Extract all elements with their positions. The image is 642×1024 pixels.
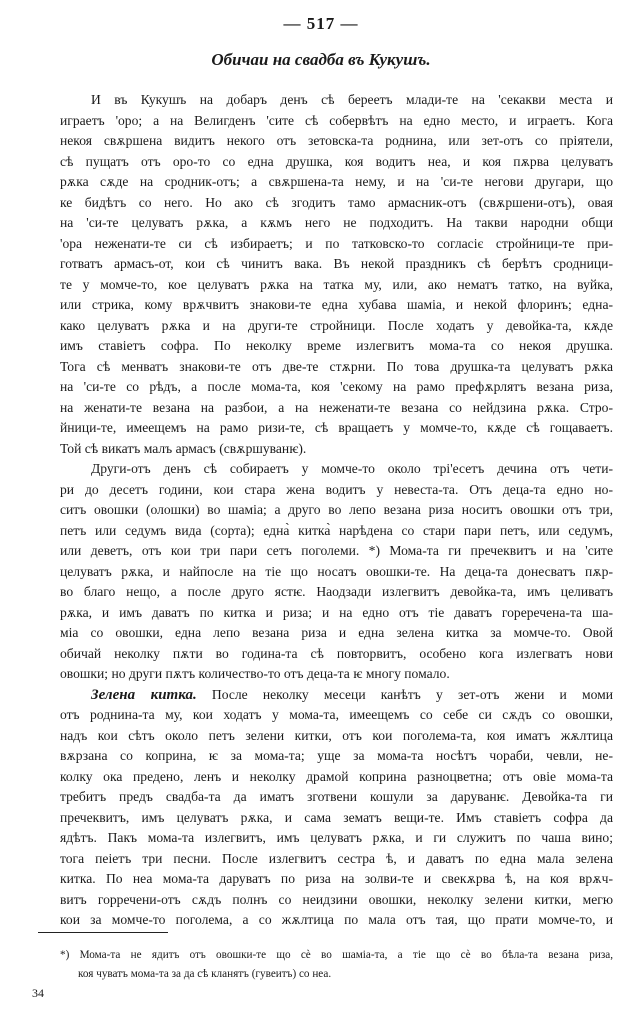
text-line-content: йници-те, имеещемъ на рамо ризи-те, сѣ вращаетъ у момче-то, кѫде сѣ гощаваетъ.: [60, 420, 613, 435]
text-line-content: 'ора неженати-те си сѣ избираетъ; и по татковско-то согласіє стройници-те при-: [60, 235, 613, 251]
text-line: [60, 562, 613, 583]
text-line: [60, 480, 613, 501]
text-line: [60, 500, 613, 521]
text-line-content: китка. По неа мома-та даруватъ по риза на золви-те и свекѫрва ѣ, на коя врѫч-: [60, 871, 613, 886]
text-line-content: ке бидѣтъ со него. Но ако сѣ згодитъ тамо армасник-отъ (свѫршени-отъ), овая: [60, 194, 613, 210]
text-line: [60, 849, 613, 870]
text-line-content: И въ Кукушъ на добаръ денъ сѣ береетъ млади-те на 'секакви места и: [91, 92, 613, 107]
text-line: [60, 90, 613, 111]
text-line: [60, 623, 613, 644]
section-lead-heading: Зелена китка.: [91, 686, 197, 703]
text-line-content: витъ горречени-отъ сѫдъ полнъ со неидзини овошки, неколку зелени китки, мегю: [60, 891, 613, 907]
footnote-line: *) Мома-та не ядитъ отъ овошки-те що сѐ во шаміа-та, а тіе що сѐ во бѣла-та везана риза,: [60, 949, 613, 961]
text-line: [60, 869, 613, 890]
text-line-content: готватъ армасъ-от, кои сѣ чинитъ вака. Въ некой праздникъ сѣ берѣтъ сродници-: [60, 256, 613, 271]
text-line-content: во благо нещо, а после друго ястѥ. Наодзади излегвитъ девойка-та, имъ целиватъ: [60, 584, 613, 599]
text-line-content: сѣ пущатъ отъ оро-то со една друшка, коя водитъ неа, и коя пѫрва целуватъ: [60, 153, 613, 169]
text-line-content: те у момче-то, кое целуватъ рѫка на татка му, или, ако нематъ татко, на вуйка,: [60, 276, 613, 292]
text-line: [60, 808, 613, 829]
body-text: [60, 90, 613, 931]
text-line-content: овошки; но други пѫтъ количество-то отъ деца-та ѥ многу помало.: [60, 666, 450, 681]
text-line-content: ситъ овошки (олошки) во шаміа; а друго во лепо везана риза носитъ овошки отъ три,: [60, 502, 613, 517]
text-line-content: вѫрзана со коприна, ѥ за мома-та; уще за мома-та носѣтъ чораби, чевли, не-: [60, 748, 613, 763]
page-number: — 517 —: [283, 14, 359, 33]
text-line: [60, 316, 613, 337]
text-line-content: колку ока предено, ленъ и неколку драмой коприна разноцветна; отъ овіе мома-та: [60, 768, 613, 784]
text-line: [60, 234, 613, 255]
text-line-content: имъ ставіетъ софра. По неколку време излегвитъ мома-та со некоя друшка.: [60, 338, 613, 353]
text-line-content: рѫка, и имъ даватъ по китка и риза; и на едно отъ тіе даватъ горереченa-та ша-: [60, 604, 613, 620]
text-line: [60, 336, 613, 357]
text-line-content: рѫка сѫде на сродник-отъ; а свѫршена-та нему, и на 'си-те негови другари, що: [60, 174, 613, 189]
text-line: [60, 111, 613, 132]
text-line: [60, 295, 613, 316]
text-line-content: кои за момче-то поголема, а со жѫлтица по мала отъ тая, що прати момче-то, и: [60, 912, 613, 927]
text-line: [60, 890, 613, 911]
text-line-content: ядѣтъ. Пакъ мома-та излегвитъ, имъ целуватъ рѫка, и ги служитъ по чаша вино;: [60, 830, 613, 845]
text-line: [60, 418, 613, 439]
chapter-title: Обичаи на свадба въ Кукушъ.: [211, 50, 431, 69]
text-line: [60, 213, 613, 234]
text-line-content: на 'си-те со рѣдъ, а после мома-та, коя 'секому на рамо префѫрлятъ везана риза,: [60, 379, 613, 394]
text-line: [60, 521, 613, 542]
footnote-line: коя чуватъ мома-та за да сѣ кланятъ (гувеитъ) со неа.: [78, 968, 332, 980]
text-line-content: Тога сѣ менватъ знакови-те отъ две-те стѫрни. По това друшка-та целуватъ рѫка: [60, 358, 613, 374]
text-line-content: требитъ предъ свадба-та да иматъ зготвени кошули за даруванѥ. Девойка-та ги: [60, 789, 613, 804]
text-line: [60, 787, 613, 808]
text-line: [60, 131, 613, 152]
text-line: [60, 767, 613, 788]
text-line: [60, 439, 613, 460]
text-line: [60, 910, 613, 931]
text-line-content: Той сѣ викатъ малъ армасъ (свѫршуванѥ).: [60, 440, 307, 456]
text-line-content: или деветъ, отъ кои три пари сетъ поголеми. *) Мома-та ги пречеквитъ и на 'сите: [60, 543, 613, 558]
text-line-content: отъ роднина-та му, кои ходатъ у мома-та, имеещемъ со себе си сѫдъ со овошки,: [60, 707, 613, 722]
text-line: [60, 685, 613, 706]
text-line-content: играетъ 'оро; а на Велигденъ 'сите сѣ собервѣтъ на едно место, и играетъ. Кога: [60, 112, 613, 128]
text-line: [60, 746, 613, 767]
text-line-content: петъ или седумъ вида (сорта); една̀ китка̀ нарѣдена со стари пари петъ, или седумъ,: [60, 522, 613, 538]
text-line-content: После неколку месеци канѣтъ у зет-отъ жени и моми: [196, 686, 613, 702]
text-line-content: на женати-те везана на разбои, а на неженати-те везана со нейдзина рѫка. Стро-: [60, 399, 613, 415]
text-line: [60, 644, 613, 665]
text-line-content: ри до десетъ години, кои стара жена водитъ у невеста-та. Отъ деца-та едно но-: [60, 481, 613, 497]
text-line: [60, 152, 613, 173]
text-line: [60, 275, 613, 296]
text-line-content: или стрика, кому врѫчвитъ знакови-те една хубава шаміа, и некой флоринъ; една-: [60, 297, 613, 312]
text-line: [60, 172, 613, 193]
text-line-content: Други-отъ денъ сѣ собираетъ у момче-то около трі'есетъ дечина отъ чети-: [91, 461, 613, 476]
text-line-content: како целуватъ рѫка и на други-те стройници. После ходатъ у девойка-та, кѫде: [60, 317, 613, 333]
text-line-content: целуватъ рѫка, и найпосле на тіе що носатъ овошки-те. На деца-та донесватъ пѫр-: [60, 563, 613, 579]
text-line: [60, 664, 613, 685]
text-line-content: надъ кои сѣтъ около петъ зелени китки, отъ кои поголема-та, коя иматъ жѫлтица: [60, 727, 613, 743]
text-line: [60, 377, 613, 398]
text-line: [60, 705, 613, 726]
footnote: [60, 946, 613, 984]
text-line-content: обичай неколку пѫти во година-та сѣ повторвитъ, особено кога излегватъ нови: [60, 645, 613, 661]
text-line: [60, 193, 613, 214]
text-line: [60, 357, 613, 378]
text-line: [60, 603, 613, 624]
text-line-content: тога пеіетъ три песни. После излегвитъ сестра ѣ, и даватъ по една мала зелена: [60, 850, 613, 866]
text-line: [60, 582, 613, 603]
signature-mark: 34: [32, 986, 44, 1000]
text-line: [60, 541, 613, 562]
text-line-content: некоя свѫршена видитъ некого отъ зетовска-та роднина, или зет-отъ со пріятели,: [60, 133, 613, 148]
footnote-divider: [38, 932, 168, 933]
text-line: [60, 398, 613, 419]
text-line-content: на 'си-те целуватъ рѫка, а кѫмъ него не подходитъ. На такви народни общи: [60, 215, 613, 230]
text-line: [60, 459, 613, 480]
text-line: [60, 254, 613, 275]
text-line-content: пречеквитъ, имъ целуватъ рѫка, и сама зематъ вещи-те. Имъ ставіетъ софра да: [60, 809, 613, 825]
text-line: [60, 726, 613, 747]
text-line: [60, 828, 613, 849]
text-line-content: міа со овошки, една лепо везана риза и една зелена китка за момче-то. Овой: [60, 625, 613, 640]
